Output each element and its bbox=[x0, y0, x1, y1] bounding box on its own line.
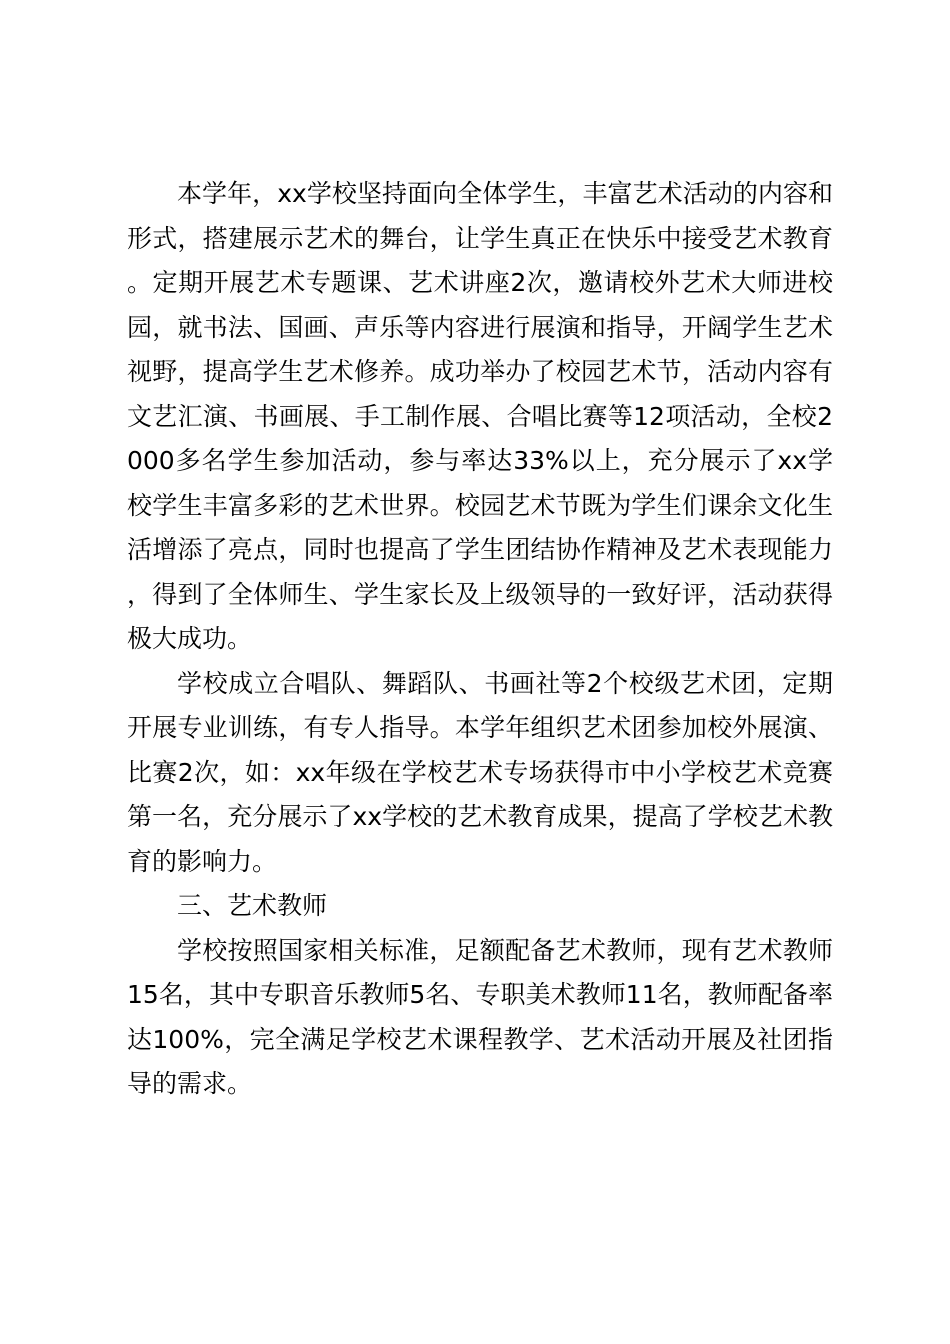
paragraph-art-activities: 本学年，xx学校坚持面向全体学生，丰富艺术活动的内容和形式，搭建展示艺术的舞台，让学生真正在快乐中接受艺术教育。定期开展艺术专题课、艺术讲座2次，邀请校外艺术大师进校园，就书法、国画、声乐等内容进行展演和指导，开阔学生艺术视野，提高学生艺术修养。成功举办了校园艺术节，活动内容有文艺汇演、书画展、手工制作展、合唱比赛等12项活动，全校2 000多名学生参加活动，参与率达33%以上，充分展示了xx学校学生丰富多彩的艺术世界。校园艺术节既为学生们课余文化生活增添了亮点，同时也提高了学生团结协作精神及艺术表现能力，得到了全体师生、学生家长及上级领导的一致好评，活动获得极大成功。 bbox=[127, 179, 833, 653]
document-body bbox=[127, 172, 833, 1107]
paragraph-art-troupes: 学校成立合唱队、舞蹈队、书画社等2个校级艺术团，定期开展专业训练，有专人指导。本学年组织艺术团参加校外展演、比赛2次，如：xx年级在学校艺术专场获得市中小学校艺术竞赛第一名，充分展示了xx学校的艺术教育成果，提高了学校艺术教育的影响力。 bbox=[127, 668, 833, 876]
section-heading-art-teachers: 三、艺术教师 bbox=[177, 891, 328, 920]
paragraph-art-teachers: 学校按照国家相关标准，足额配备艺术教师，现有艺术教师15名，其中专职音乐教师5名、专职美术教师11名，教师配备率达100%，完全满足学校艺术课程教学、艺术活动开展及社团指导的需求。 bbox=[127, 935, 833, 1098]
